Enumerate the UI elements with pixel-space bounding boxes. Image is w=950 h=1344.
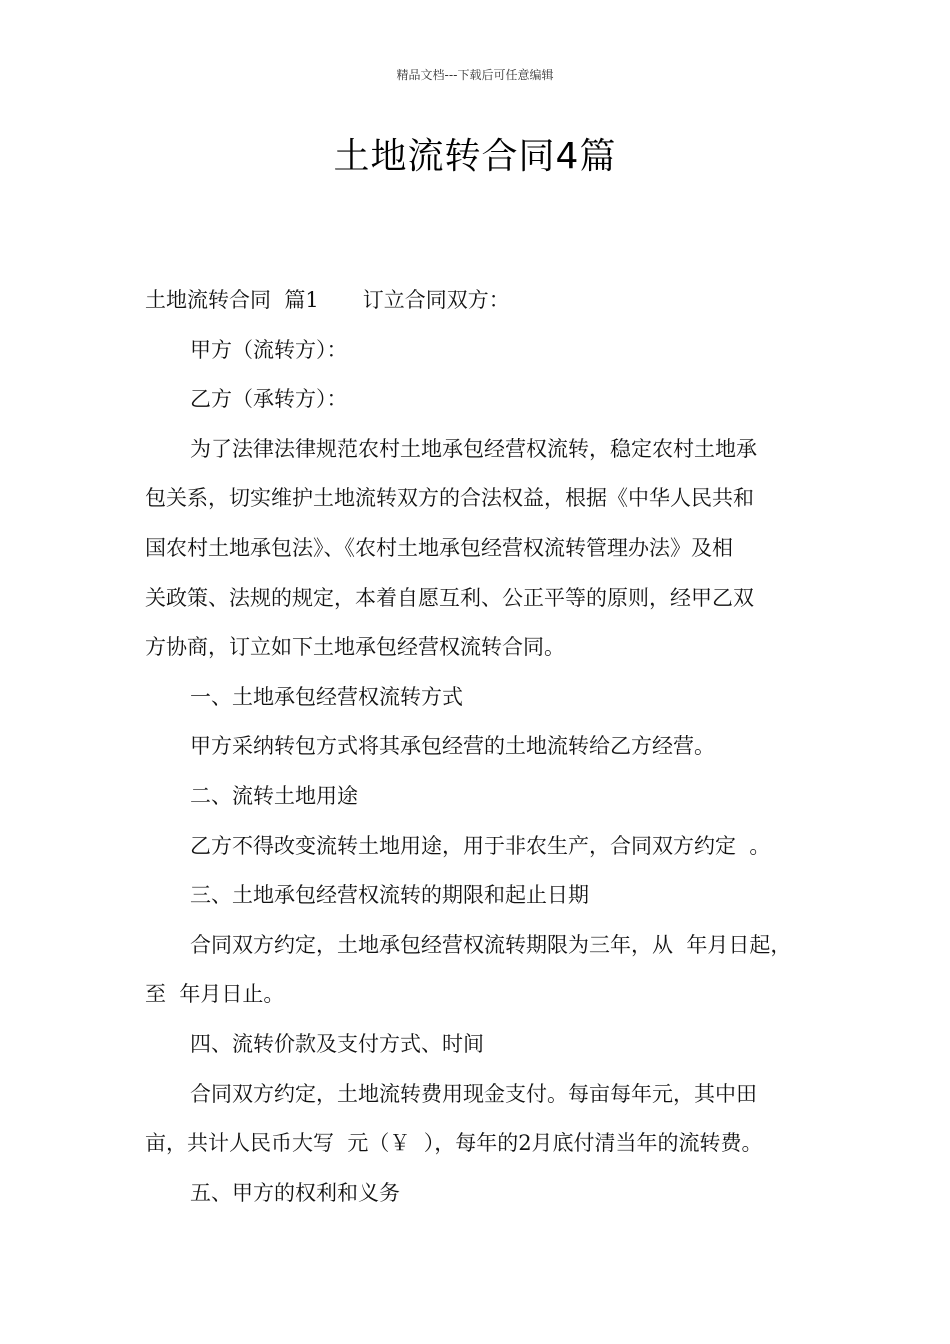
contract-heading: 土地流转合同 篇1: [145, 288, 319, 312]
intro-paragraph-line: 包关系，切实维护土地流转双方的合法权益，根据《中华人民共和: [145, 486, 754, 511]
section-heading: 三、土地承包经营权流转的期限和起止日期: [190, 883, 589, 908]
document-body: [145, 276, 825, 1218]
page-header: 精品文档---下载后可任意编辑: [396, 68, 554, 82]
intro-paragraph-line: 为了法律法律规范农村土地承包经营权流转，稳定农村土地承: [190, 436, 757, 461]
intro-paragraph-line: 国农村土地承包法》、《农村土地承包经营权流转管理办法》及相: [145, 535, 733, 560]
party-b-line: 乙方（承转方）：: [190, 387, 348, 412]
section-heading: 五、甲方的权利和义务: [190, 1180, 400, 1205]
intro-paragraph-line: 方协商，订立如下土地承包经营权流转合同。: [145, 635, 565, 660]
section-text: 亩，共计人民币大写 元（￥ ），每年的2月底付清当年的流转费。: [145, 1131, 763, 1156]
contract-heading-line: [145, 276, 825, 326]
intro-paragraph-line: 关政策、法规的规定，本着自愿互利、公正平等的原则，经甲乙双: [145, 585, 754, 610]
section-text: 乙方不得改变流转土地用途，用于非农生产，合同双方约定 。: [190, 833, 771, 858]
section-heading: 二、流转土地用途: [190, 783, 358, 808]
section-text: 合同双方约定，土地承包经营权流转期限为三年，从 年月日起，: [190, 932, 792, 957]
section-text: 至 年月日止。: [145, 982, 285, 1007]
parties-label: 订立合同双方：: [362, 288, 510, 312]
party-a-line: 甲方（流转方）：: [190, 337, 348, 362]
document-title: 土地流转合同4篇: [333, 136, 617, 177]
section-text: 甲方采纳转包方式将其承包经营的土地流转给乙方经营。: [190, 734, 715, 759]
section-text: 合同双方约定，土地流转费用现金支付。每亩每年元，其中田: [190, 1081, 757, 1106]
section-heading: 四、流转价款及支付方式、时间: [190, 1031, 484, 1056]
section-heading: 一、土地承包经营权流转方式: [190, 684, 463, 709]
